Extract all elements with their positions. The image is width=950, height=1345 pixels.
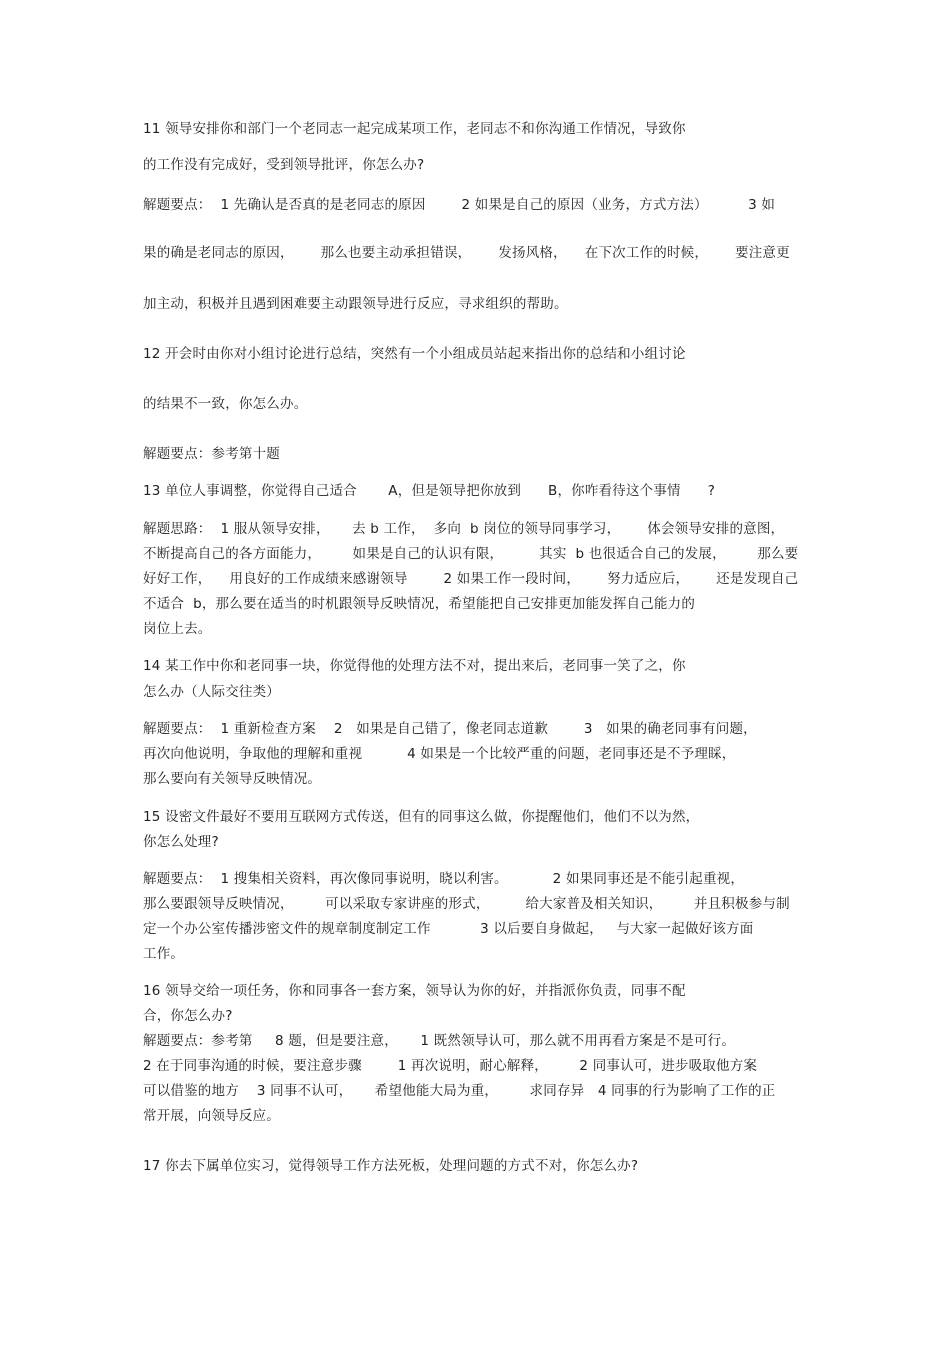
q13-answer-line-1: 解题思路： 1 服从领导安排， 去 b 工作， 多向 b 岗位的领导同事学习， 体会领导安排的意图， (143, 521, 785, 537)
q16-answer-line-1: 解题要点：参考第 8 题，但是要注意， 1 既然领导认可，那么就不用再看方案是不是可行。 (143, 1033, 736, 1049)
q11-answer-line-1: 解题要点： 1 先确认是否真的是老同志的原因 2 如果是自己的原因（业务，方式方法） 3 如 (143, 197, 776, 213)
q16-answer-line-3: 可以借鉴的地方 3 同事不认可， 希望他能大局为重， 求同存异 4 同事的行为影响了工作的正 (143, 1083, 776, 1099)
q13-answer-line-5: 岗位上去。 (143, 621, 212, 637)
q13-answer-line-4: 不适合 b，那么要在适当的时机跟领导反映情况，希望能把自己安排更加能发挥自己能力的 (143, 596, 696, 612)
q14-answer-line-3: 那么要向有关领导反映情况。 (143, 771, 322, 787)
q16-answer-line-4: 常开展，向领导反应。 (143, 1108, 280, 1124)
q13-question-line-1: 13 单位人事调整，你觉得自己适合 A，但是领导把你放到 B，你咋看待这个事情 ? (143, 483, 716, 499)
q17-question-line-1: 17 你去下属单位实习，觉得领导工作方法死板，处理问题的方式不对，你怎么办? (143, 1158, 639, 1174)
q16-question-line-2: 合，你怎么办? (143, 1008, 233, 1024)
q13-answer-line-3: 好好工作， 用良好的工作成绩来感谢领导 2 如果工作一段时间， 努力适应后， 还是发现自己 (143, 571, 799, 587)
q12-question-line-1: 12 开会时由你对小组讨论进行总结，突然有一个小组成员站起来指出你的总结和小组讨论 (143, 346, 686, 362)
q13-answer-line-2: 不断提高自己的各方面能力， 如果是自己的认识有限， 其实 b 也很适合自己的发展， 那么要 (143, 546, 799, 562)
q15-answer-line-1: 解题要点： 1 搜集相关资料，再次像同事说明，晓以利害。 2 如果同事还是不能引起重视， (143, 871, 745, 887)
q12-answer-line-1: 解题要点：参考第十题 (143, 446, 280, 462)
q15-answer-line-2: 那么要跟领导反映情况， 可以采取专家讲座的形式， 给大家普及相关知识， 并且积极参与制 (143, 896, 790, 912)
q15-answer-line-4: 工作。 (143, 946, 185, 962)
q15-question-line-2: 你怎么处理? (143, 834, 219, 850)
q16-answer-line-2: 2 在于同事沟通的时候，要注意步骤 1 再次说明，耐心解释， 2 同事认可，进步吸取他方案 (143, 1058, 758, 1074)
q12-question-line-2: 的结果不一致，你怎么办。 (143, 396, 308, 412)
q16-question-line-1: 16 领导交给一项任务，你和同事各一套方案，领导认为你的好，并指派你负责，同事不配 (143, 983, 686, 999)
q15-answer-line-3: 定一个办公室传播涉密文件的规章制度制定工作 3 以后要自身做起， 与大家一起做好该方面 (143, 921, 754, 937)
q14-answer-line-2: 再次向他说明，争取他的理解和重视 4 如果是一个比较严重的问题，老同事还是不予理睬， (143, 746, 736, 762)
q14-answer-line-1: 解题要点： 1 重新检查方案 2 如果是自己错了，像老同志道歉 3 如果的确老同事有问题， (143, 721, 757, 737)
q11-question-line-2: 的工作没有完成好，受到领导批评，你怎么办? (143, 157, 425, 173)
q11-answer-line-2: 果的确是老同志的原因， 那么也要主动承担错误， 发扬风格， 在下次工作的时候， 要注意更 (143, 245, 790, 261)
q14-question-line-2: 怎么办（人际交往类） (143, 684, 280, 700)
q15-question-line-1: 15 设密文件最好不要用互联网方式传送，但有的同事这么做，你提醒他们，他们不以为然， (143, 809, 700, 825)
q11-question-line-1: 11 领导安排你和部门一个老同志一起完成某项工作，老同志不和你沟通工作情况，导致你 (143, 121, 686, 137)
q11-answer-line-3: 加主动，积极并且遇到困难要主动跟领导进行反应，寻求组织的帮助。 (143, 296, 568, 312)
q14-question-line-1: 14 某工作中你和老同事一块，你觉得他的处理方法不对，提出来后，老同事一笑了之，你 (143, 658, 686, 674)
